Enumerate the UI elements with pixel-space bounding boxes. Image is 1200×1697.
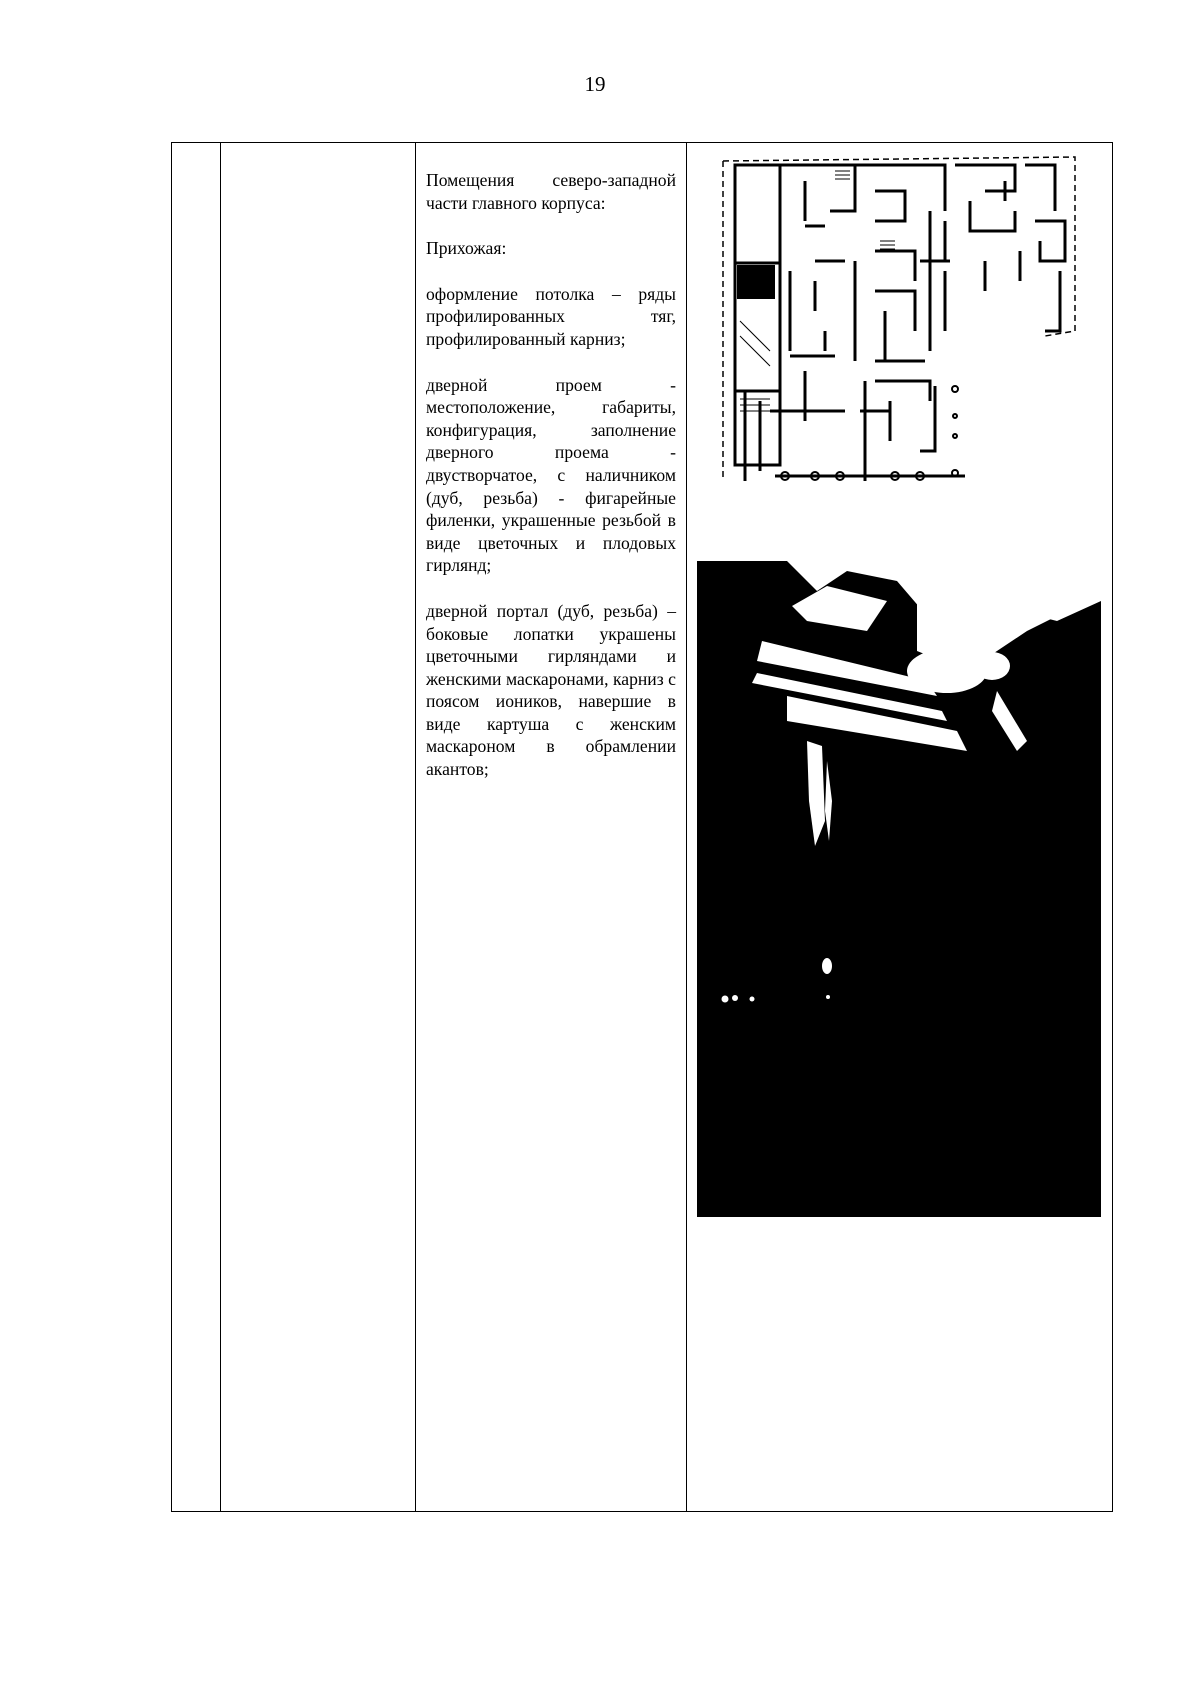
- page-number: 19: [584, 72, 606, 96]
- table-row: [172, 143, 1113, 1512]
- description-paragraph: оформление потолка – ряды профилированных тяг, профилированный карниз;: [426, 283, 676, 349]
- description-paragraph: Прихожая:: [426, 238, 507, 259]
- description-paragraph: дверной проем - местоположение, габариты, конфигурация, заполнение дверного проема - двустворчатое, с наличником (дуб, резьба) - фигарейные филенки, украшенные резьбой в виде цветочных и плодовых гирлянд;: [426, 374, 676, 576]
- cell-number: [172, 143, 221, 1512]
- interior-photo-image: [697, 561, 1101, 1217]
- description-text: [416, 143, 686, 781]
- description-paragraph: Помещения северо-западной части главного корпуса:: [426, 170, 676, 213]
- cell-object: [221, 143, 416, 1512]
- floor-plan-image: [715, 151, 1085, 491]
- description-paragraph: дверной портал (дуб, резьба) – боковые лопатки украшены цветочными гирляндами и женскими маскаронами, карниз с поясом иоников, навершие в виде картуша с женским маскароном в обрамлении акантов;: [426, 600, 676, 780]
- heritage-table: [171, 142, 1113, 1512]
- cell-illustrations: [687, 143, 1113, 1512]
- cell-description: [416, 143, 687, 1512]
